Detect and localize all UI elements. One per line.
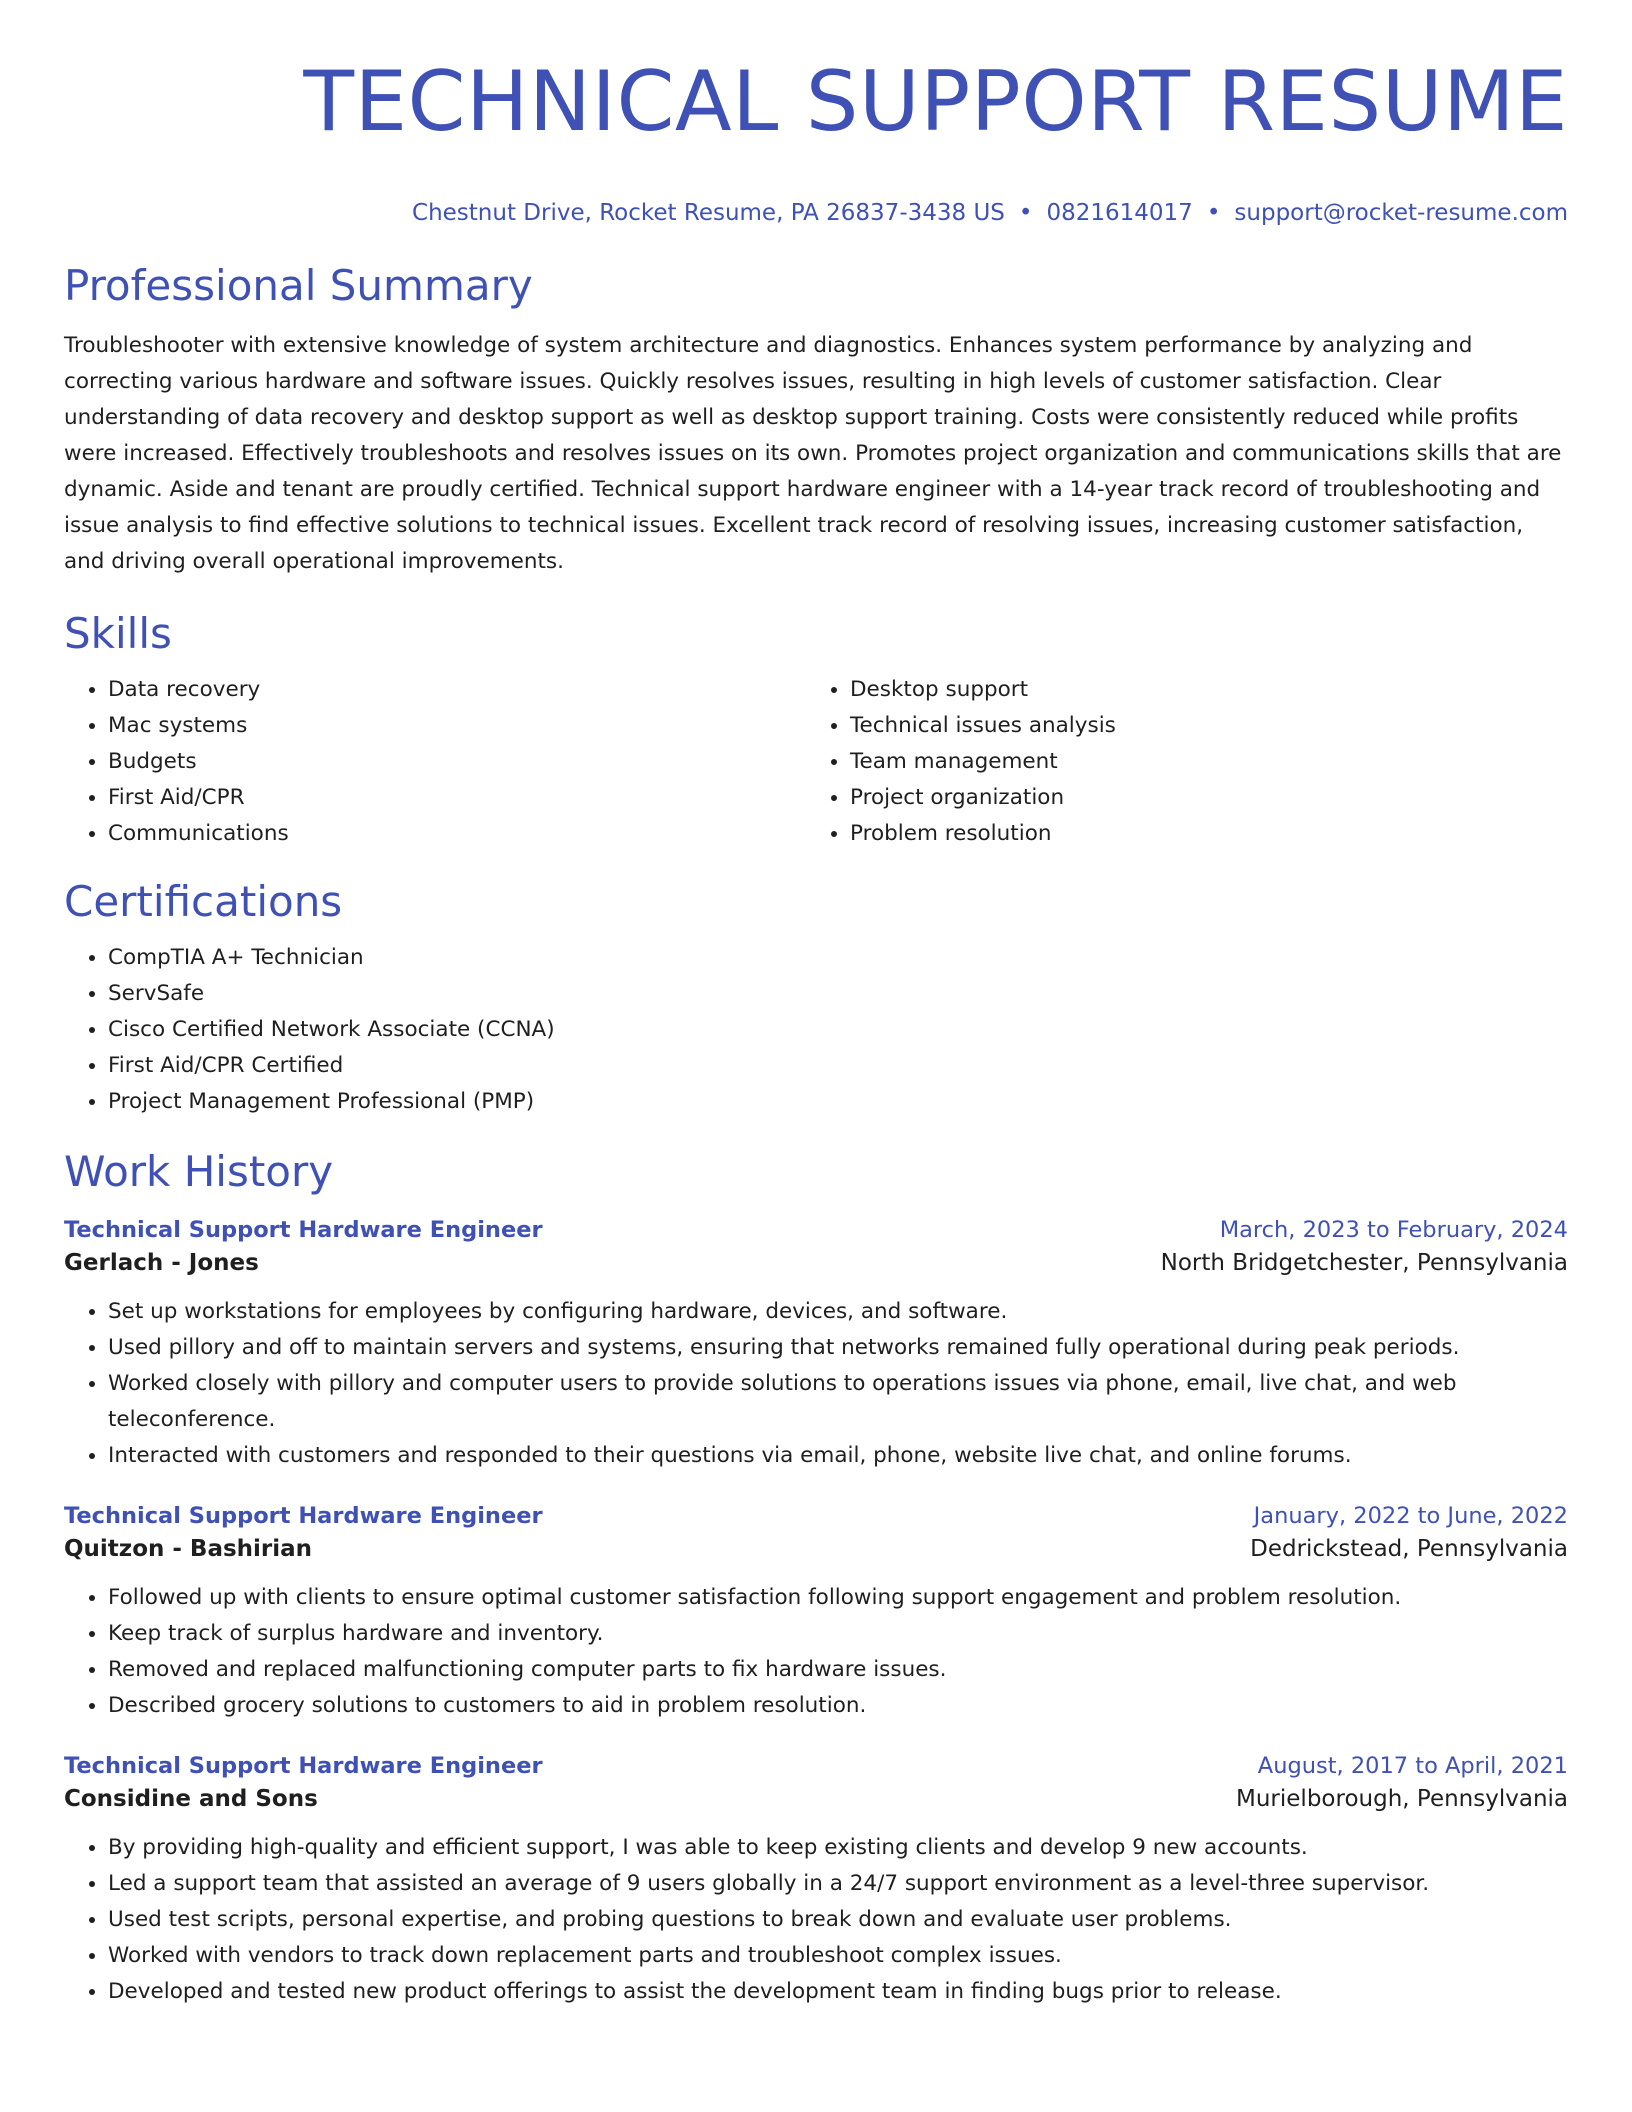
certification-item: • First Aid/CPR Certified bbox=[108, 1048, 1568, 1084]
job-duty-item: • Led a support team that assisted an average of 9 users globally in a 24/7 support environment as a level-three supervisor. bbox=[108, 1866, 1568, 1902]
job-duty-item: • Developed and tested new product offerings to assist the development team in finding bugs prior to release. bbox=[108, 1974, 1568, 2010]
skills-list-right bbox=[806, 672, 1548, 852]
job-header-row bbox=[64, 1500, 1568, 1532]
work-history-heading: Work History bbox=[64, 1147, 334, 1196]
job-title: Technical Support Hardware Engineer bbox=[64, 1503, 543, 1529]
job-duty-item: • Set up workstations for employees by configuring hardware, devices, and software. bbox=[108, 1294, 1568, 1330]
job-company-row bbox=[64, 1532, 1568, 1566]
job-duty-item: • Used test scripts, personal expertise, and probing questions to break down and evaluate user problems. bbox=[108, 1902, 1568, 1938]
job-entry bbox=[64, 1214, 1568, 1474]
separator-dot: • bbox=[1206, 200, 1221, 226]
job-duty-item: • Followed up with clients to ensure optimal customer satisfaction following support engagement and problem resolution. bbox=[108, 1580, 1568, 1616]
skills-list-left bbox=[64, 672, 806, 852]
skill-item: • Problem resolution bbox=[850, 816, 1548, 852]
certifications-heading: Certifications bbox=[64, 877, 343, 926]
job-entry bbox=[64, 1500, 1568, 1724]
job-location: North Bridgetchester, Pennsylvania bbox=[1160, 1250, 1568, 1276]
job-location: Dedrickstead, Pennsylvania bbox=[1250, 1536, 1568, 1562]
job-company: Quitzon - Bashirian bbox=[64, 1536, 313, 1562]
skills-column-right bbox=[806, 672, 1548, 852]
certifications-list bbox=[64, 940, 1568, 1120]
skills-column-left bbox=[64, 672, 806, 852]
job-header-row bbox=[64, 1750, 1568, 1782]
skills-grid bbox=[64, 672, 1568, 852]
skill-item: • Team management bbox=[850, 744, 1548, 780]
job-duty-item: • Described grocery solutions to customers to aid in problem resolution. bbox=[108, 1688, 1568, 1724]
skill-item: • Desktop support bbox=[850, 672, 1548, 708]
job-duties-list bbox=[64, 1580, 1568, 1724]
job-duty-item: • Interacted with customers and responded to their questions via email, phone, website live chat, and online forums. bbox=[108, 1438, 1568, 1474]
skills-heading: Skills bbox=[64, 609, 172, 658]
address-text: Chestnut Drive, Rocket Resume, PA 26837-3438 US bbox=[412, 200, 1005, 226]
job-duty-item: • Worked with vendors to track down replacement parts and troubleshoot complex issues. bbox=[108, 1938, 1568, 1974]
job-header-row bbox=[64, 1214, 1568, 1246]
job-duty-item: • Worked closely with pillory and computer users to provide solutions to operations issues via phone, email, live chat, and web teleconference. bbox=[108, 1366, 1568, 1438]
skill-item: • Project organization bbox=[850, 780, 1548, 816]
phone-text: 0821614017 bbox=[1046, 200, 1193, 226]
job-duty-item: • Removed and replaced malfunctioning computer parts to fix hardware issues. bbox=[108, 1652, 1568, 1688]
certification-item: • ServSafe bbox=[108, 976, 1568, 1012]
job-duty-item: • Keep track of surplus hardware and inventory. bbox=[108, 1616, 1568, 1652]
skill-item: • Mac systems bbox=[108, 708, 806, 744]
job-duties-list bbox=[64, 1830, 1568, 2010]
job-location: Murielborough, Pennsylvania bbox=[1236, 1786, 1568, 1812]
job-dates: March, 2023 to February, 2024 bbox=[1219, 1217, 1568, 1243]
skill-item: • Data recovery bbox=[108, 672, 806, 708]
job-company-row bbox=[64, 1246, 1568, 1280]
email-link[interactable]: support@rocket-resume.com bbox=[1234, 200, 1568, 226]
summary-text: Troubleshooter with extensive knowledge of system architecture and diagnostics. Enhances system performance by analyzing and correcting various hardware and software issues. Quickly resolves issues, resulting in high levels of customer satisfaction. Clear understanding of data recovery and desktop support as well as desktop support training. Costs were consistently reduced while profits were increased. Effectively troubleshoots and resolves issues on its own. Promotes project organization and communications skills that are dynamic. Aside and tenant are proudly certified. Technical support hardware engineer with a 14-year track record of troubleshooting and issue analysis to find effective solutions to technical issues. Excellent track record of resolving issues, increasing customer satisfaction, and driving overall operational improvements. bbox=[64, 333, 1562, 574]
certification-item: • Project Management Professional (PMP) bbox=[108, 1084, 1568, 1120]
skill-item: • Communications bbox=[108, 816, 806, 852]
job-title: Technical Support Hardware Engineer bbox=[64, 1753, 543, 1779]
contact-line bbox=[64, 198, 1568, 228]
job-entry bbox=[64, 1750, 1568, 2010]
job-company-row bbox=[64, 1782, 1568, 1816]
skill-item: • Technical issues analysis bbox=[850, 708, 1548, 744]
job-title: Technical Support Hardware Engineer bbox=[64, 1217, 543, 1243]
certification-item: • Cisco Certified Network Associate (CCNA) bbox=[108, 1012, 1568, 1048]
resume-title: TECHNICAL SUPPORT RESUME bbox=[303, 53, 1568, 150]
skill-item: • First Aid/CPR bbox=[108, 780, 806, 816]
job-company: Considine and Sons bbox=[64, 1786, 318, 1812]
job-dates: August, 2017 to April, 2021 bbox=[1257, 1753, 1568, 1779]
separator-dot: • bbox=[1018, 200, 1033, 226]
job-duties-list bbox=[64, 1294, 1568, 1474]
skill-item: • Budgets bbox=[108, 744, 806, 780]
job-company: Gerlach - Jones bbox=[64, 1250, 259, 1276]
job-duty-item: • By providing high-quality and efficient support, I was able to keep existing clients and develop 9 new accounts. bbox=[108, 1830, 1568, 1866]
summary-heading: Professional Summary bbox=[64, 261, 533, 310]
job-duty-item: • Used pillory and off to maintain servers and systems, ensuring that networks remained fully operational during peak periods. bbox=[108, 1330, 1568, 1366]
job-dates: January, 2022 to June, 2022 bbox=[1253, 1503, 1568, 1529]
certification-item: • CompTIA A+ Technician bbox=[108, 940, 1568, 976]
